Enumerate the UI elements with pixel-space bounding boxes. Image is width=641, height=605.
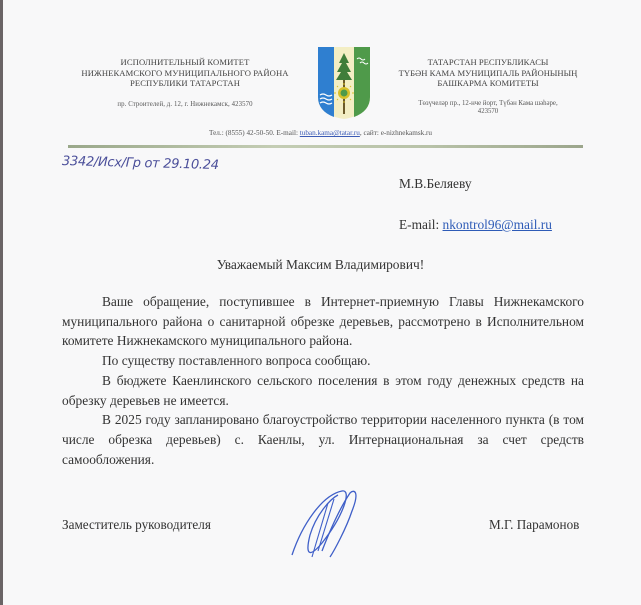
signatory-title: Заместитель руководителя <box>62 517 211 532</box>
signatory-name: М.Г. Парамонов <box>489 517 580 532</box>
contacts-email-link[interactable]: tuban.kama@tatar.ru <box>299 129 360 137</box>
org-name-line-3: РЕСПУБЛИКИ ТАТАРСТАН <box>129 78 241 88</box>
org-name-line-1: ИСПОЛНИТЕЛЬНЫЙ КОМИТЕТ <box>120 57 250 67</box>
org-address: пр. Строителей, д. 12, г. Нижнекамск, 423570 <box>117 100 253 108</box>
body-paragraph: По существу поставленного вопроса сообщаю. <box>102 353 371 369</box>
org-address-tatar-line-1: Төзүчеләр пр., 12-нче йорт, Түбән Кама шәһәре, <box>418 99 558 107</box>
letterhead-left <box>70 57 300 109</box>
body-paragraph: В бюджете Каенлинского сельского поселения в этом году денежных средств на обрезку деревьев не имеется. <box>62 372 584 408</box>
body-paragraph: Ваше обращение, поступившее в Интернет-приемную Главы Нижнекамского муниципального района о санитарной обрезке деревьев, рассмотрено в Исполнительном комитете Нижнекамского муниципального района. <box>62 294 584 349</box>
handwritten-signature <box>282 485 372 565</box>
page-edge-shadow <box>0 0 3 605</box>
org-name-line-2: НИЖНЕКАМСКОГО МУНИЦИПАЛЬНОГО РАЙОНА <box>81 67 289 78</box>
letter-body <box>62 292 584 469</box>
body-paragraph: В 2025 году запланировано благоустройство территории населенного пункта (в том числе обрезка деревьев) с. Каенлы, ул. Интернациональная за счет средств самообложения. <box>62 412 584 467</box>
org-name-tatar-line-2: ТҮБӘН КАМА МУНИЦИПАЛЬ РАЙОНЫНЫҢ <box>398 67 578 78</box>
letterhead-right <box>378 57 598 116</box>
registration-number-handwritten: 3342/Исх/Гр от 29.10.24 <box>61 153 219 174</box>
org-address-tatar-line-2: 423570 <box>477 107 499 115</box>
nizhnekamsk-coat-of-arms-icon <box>316 45 372 121</box>
org-name-tatar-line-3: БАШКАРМА КОМИТЕТЫ <box>437 78 539 88</box>
letterhead-divider <box>68 145 583 148</box>
recipient-email-label: E-mail: <box>399 217 443 232</box>
salutation: Уважаемый Максим Владимирович! <box>216 257 425 272</box>
org-address-tatar <box>378 100 598 116</box>
recipient-email-link[interactable]: nkontrol96@mail.ru <box>442 217 552 232</box>
org-name-tatar-line-1: ТАТАРСТАН РЕСПУБЛИКАСЫ <box>427 57 549 67</box>
recipient-name: М.В.Беляеву <box>399 176 472 191</box>
contacts-phone: Тел.: (8555) 42-50-50. E-mail: <box>209 129 300 137</box>
letterhead-contacts <box>0 129 641 137</box>
recipient-email-line <box>399 217 552 233</box>
contacts-site: , сайт: e-nizhnekamsk.ru <box>359 129 432 137</box>
